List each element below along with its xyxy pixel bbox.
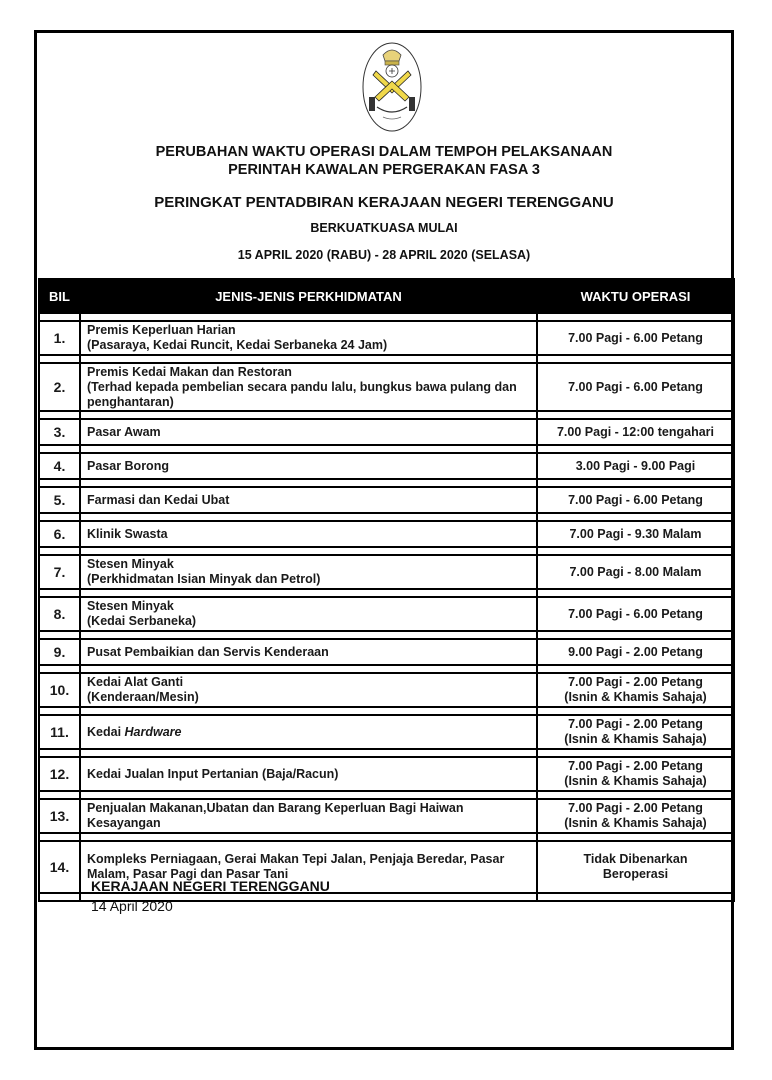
service-cell: Kompleks Perniagaan, Gerai Makan Tepi Jalan, Penjaja Beredar, Pasar Malam, Pasar Pagi dan Pasar Tani <box>80 841 537 893</box>
time-cell: 7.00 Pagi - 8.00 Malam <box>537 555 734 589</box>
column-header-time: WAKTU OPERASI <box>537 279 734 313</box>
row-number: 6. <box>39 521 80 547</box>
table-row <box>39 597 734 631</box>
row-number: 1. <box>39 321 80 355</box>
issuing-organization: KERAJAAN NEGERI TERENGGANU <box>91 878 330 894</box>
time-cell: 7.00 Pagi - 9.30 Malam <box>537 521 734 547</box>
column-header-service: JENIS-JENIS PERKHIDMATAN <box>80 279 537 313</box>
table-row <box>39 715 734 749</box>
time-range: Tidak Dibenarkan <box>583 852 688 866</box>
date-range: 15 APRIL 2020 (RABU) - 28 APRIL 2020 (SELASA) <box>237 248 531 262</box>
effective-label: BERKUATKUASA MULAI <box>310 221 458 235</box>
time-note: (Isnin & Khamis Sahaja) <box>564 732 707 746</box>
service-name: Premis Kedai Makan dan Restoran <box>87 364 292 379</box>
time-cell <box>537 841 734 893</box>
table-header-row <box>39 279 734 313</box>
row-number: 12. <box>39 757 80 791</box>
time-cell: 9.00 Pagi - 2.00 Petang <box>537 639 734 665</box>
time-cell <box>537 715 734 749</box>
time-cell: 7.00 Pagi - 6.00 Petang <box>537 363 734 411</box>
document-title <box>37 143 731 179</box>
time-range: 7.00 Pagi - 2.00 Petang <box>568 675 703 689</box>
service-cell: Pasar Borong <box>80 453 537 479</box>
service-cell <box>80 715 537 749</box>
service-cell <box>80 799 537 833</box>
time-cell <box>537 757 734 791</box>
service-name: Penjualan Makanan,Ubatan dan Barang Keperluan Bagi Haiwan <box>87 801 464 815</box>
service-cell: Klinik Swasta <box>80 521 537 547</box>
service-cell: Farmasi dan Kedai Ubat <box>80 487 537 513</box>
table-row <box>39 419 734 445</box>
row-number: 10. <box>39 673 80 707</box>
service-detail: (Perkhidmatan Isian Minyak dan Petrol) <box>87 572 321 586</box>
row-number: 14. <box>39 841 80 893</box>
service-cell <box>80 555 537 589</box>
table-row <box>39 321 734 355</box>
row-number: 13. <box>39 799 80 833</box>
table-row <box>39 555 734 589</box>
table-row <box>39 757 734 791</box>
issue-date: 14 April 2020 <box>91 898 173 914</box>
time-cell <box>537 673 734 707</box>
service-name-prefix: Kedai <box>87 724 125 739</box>
document-subtitle: PERINGKAT PENTADBIRAN KERAJAAN NEGERI TERENGGANU <box>154 194 614 211</box>
title-line-1: PERUBAHAN WAKTU OPERASI DALAM TEMPOH PELAKSANAAN <box>155 144 613 160</box>
time-cell: 7.00 Pagi - 6.00 Petang <box>537 321 734 355</box>
row-number: 5. <box>39 487 80 513</box>
row-number: 9. <box>39 639 80 665</box>
row-number: 3. <box>39 419 80 445</box>
service-name: Stesen Minyak <box>87 599 174 613</box>
time-cell: 7.00 Pagi - 6.00 Petang <box>537 597 734 631</box>
time-cell: 7.00 Pagi - 12:00 tengahari <box>537 419 734 445</box>
state-crest-icon <box>361 41 423 133</box>
row-number: 8. <box>39 597 80 631</box>
service-cell: Kedai Jualan Input Pertanian (Baja/Racun) <box>80 757 537 791</box>
row-number: 4. <box>39 453 80 479</box>
table-row <box>39 521 734 547</box>
time-note: Beroperasi <box>602 867 669 881</box>
title-line-2: PERINTAH KAWALAN PERGERAKAN FASA 3 <box>228 162 540 178</box>
time-note: (Isnin & Khamis Sahaja) <box>564 690 707 704</box>
operating-hours-table <box>38 278 735 902</box>
service-detail: Kesayangan <box>87 816 161 830</box>
time-note: (Isnin & Khamis Sahaja) <box>564 774 707 788</box>
service-detail: (Pasaraya, Kedai Runcit, Kedai Serbaneka 24 Jam) <box>87 338 388 352</box>
column-header-bil: BIL <box>39 279 80 313</box>
table-row <box>39 453 734 479</box>
time-cell: 7.00 Pagi - 6.00 Petang <box>537 487 734 513</box>
service-cell <box>80 673 537 707</box>
service-name: Stesen Minyak <box>87 557 174 571</box>
time-range: 7.00 Pagi - 2.00 Petang <box>568 801 703 815</box>
table-row <box>39 487 734 513</box>
time-note: (Isnin & Khamis Sahaja) <box>564 816 707 830</box>
table-row <box>39 673 734 707</box>
table-row <box>39 363 734 411</box>
service-name-italic: Hardware <box>124 724 182 739</box>
table-row <box>39 639 734 665</box>
service-detail: (Kenderaan/Mesin) <box>87 690 199 704</box>
time-range: 7.00 Pagi - 2.00 Petang <box>568 759 703 773</box>
service-cell <box>80 321 537 355</box>
service-name: Premis Keperluan Harian <box>87 323 236 337</box>
row-number: 7. <box>39 555 80 589</box>
time-cell <box>537 799 734 833</box>
service-cell: Pasar Awam <box>80 419 537 445</box>
service-detail: (Terhad kepada pembelian secara pandu lalu, bungkus bawa pulang dan penghantaran) <box>87 379 517 409</box>
service-cell <box>80 597 537 631</box>
table-row <box>39 799 734 833</box>
service-name: Kedai Alat Ganti <box>87 675 184 689</box>
row-number: 11. <box>39 715 80 749</box>
service-cell <box>80 363 537 411</box>
time-range: 7.00 Pagi - 2.00 Petang <box>568 717 703 731</box>
service-detail: (Kedai Serbaneka) <box>87 614 197 628</box>
time-cell: 3.00 Pagi - 9.00 Pagi <box>537 453 734 479</box>
service-cell: Pusat Pembaikian dan Servis Kenderaan <box>80 639 537 665</box>
row-number: 2. <box>39 363 80 411</box>
